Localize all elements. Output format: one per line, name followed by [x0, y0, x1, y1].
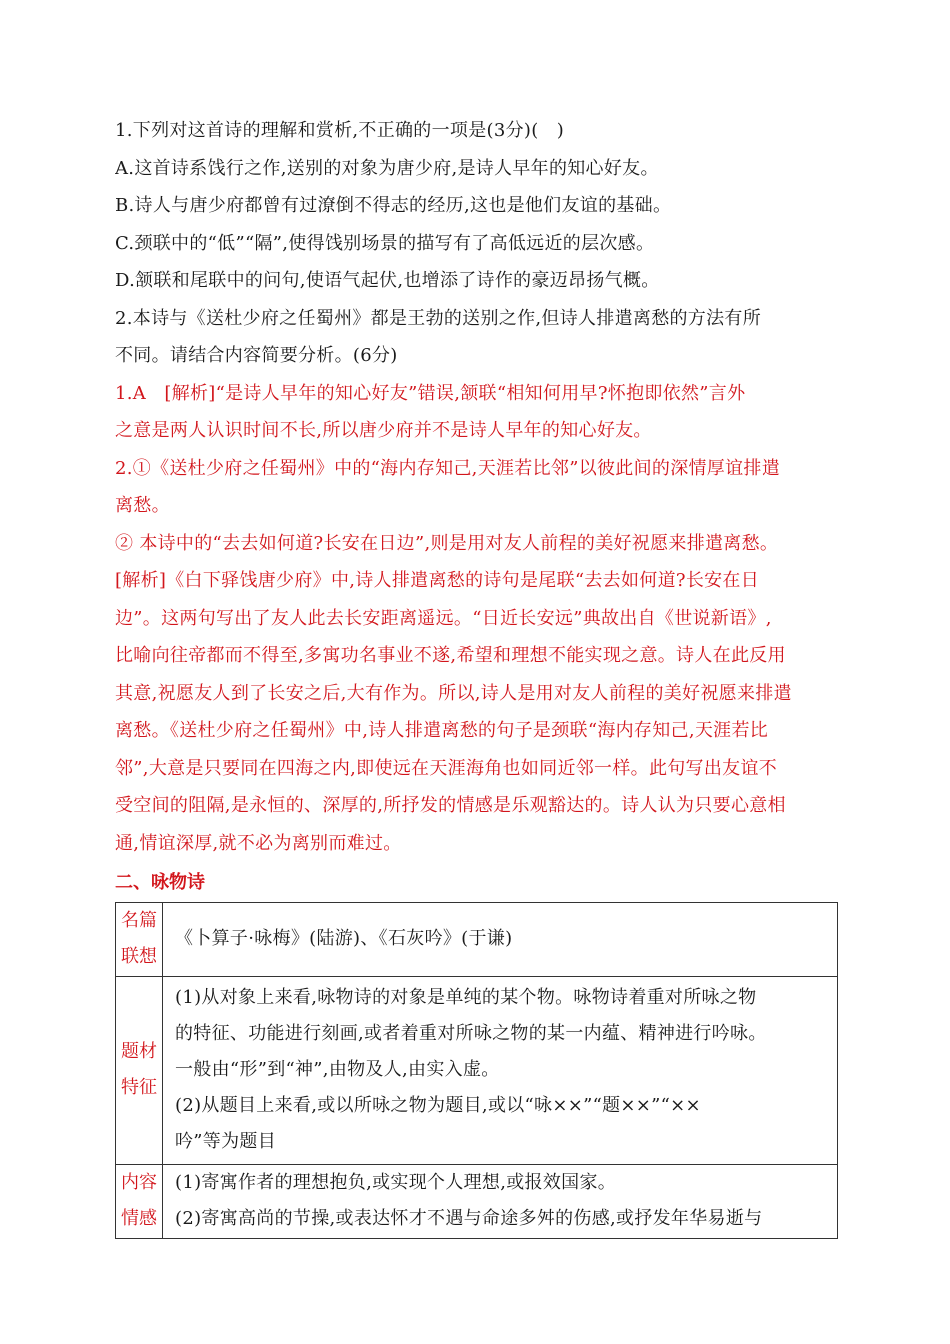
question-2-line: 2.本诗与《送杜少府之任蜀州》都是王勃的送别之作,但诗人排遣离愁的方法有所 — [115, 307, 761, 329]
row-label — [116, 976, 163, 1164]
section-title: 二、咏物诗 — [115, 872, 205, 893]
row-label-line: 特征 — [121, 1077, 157, 1098]
row-label-line: 联想 — [121, 946, 157, 967]
row-content-line: 吟”等为题目 — [175, 1131, 277, 1152]
row-content — [163, 1164, 838, 1238]
answer-2-line: 通,情谊深厚,就不必为离别而难过。 — [115, 832, 402, 854]
row-label-line: 名篇 — [121, 910, 157, 931]
answer-2-line: [解析]《白下驿饯唐少府》中,诗人排遣离愁的诗句是尾联“去去如何道?长安在日 — [115, 570, 760, 591]
answer-2-line: 比喻向往帝都而不得至,多寓功名事业不遂,希望和理想不能实现之意。诗人在此反用 — [115, 645, 786, 666]
answer-2-line: 离愁。 — [115, 495, 170, 516]
row-content-line: (1)从对象上来看,咏物诗的对象是单纯的某个物。咏物诗着重对所咏之物 — [175, 987, 757, 1008]
question-1-option-d: D.颔联和尾联中的问句,使语气起伏,也增添了诗作的豪迈昂扬气概。 — [115, 270, 660, 291]
row-content — [163, 902, 838, 976]
question-2-line: 不同。请结合内容简要分析。(6分) — [115, 345, 398, 366]
question-1-option-b: B.诗人与唐少府都曾有过潦倒不得志的经历,这也是他们友谊的基础。 — [115, 195, 672, 216]
row-content-line: 一般由“形”到“神”,由物及人,由实入虚。 — [175, 1059, 500, 1080]
answer-2-line: 边”。这两句写出了友人此去长安距离遥远。“日近长安远”典故出自《世说新语》, — [115, 607, 772, 629]
answer-1-line: 之意是两人认识时间不长,所以唐少府并不是诗人早年的知心好友。 — [115, 420, 652, 441]
row-content-line: 《卜算子·咏梅》(陆游)、《石灰吟》(于谦) — [175, 928, 513, 949]
content-area — [115, 112, 837, 1239]
row-content-line: (1)寄寓作者的理想抱负,或实现个人理想,或报效国家。 — [175, 1172, 617, 1193]
answer-1-line: 1.A [解析]“是诗人早年的知心好友”错误,颔联“相知何用早?怀抱即依然”言外 — [115, 382, 746, 404]
answer-2-line: 2.①《送杜少府之任蜀州》中的“海内存知己,天涯若比邻”以彼此间的深情厚谊排遣 — [115, 457, 780, 479]
answer-2-line: ② 本诗中的“去去如何道?长安在日边”,则是用对友人前程的美好祝愿来排遣离愁。 — [115, 532, 779, 554]
answer-2-line: 邻”,大意是只要同在四海之内,即使远在天涯海角也如同近邻一样。此句写出友谊不 — [115, 757, 778, 779]
row-label — [116, 902, 163, 976]
question-1-stem: 1.下列对这首诗的理解和赏析,不正确的一项是(3分)( ) — [115, 120, 565, 141]
table-row — [116, 902, 838, 976]
answer-2-line: 受空间的阻隔,是永恒的、深厚的,所抒发的情感是乐观豁达的。诗人认为只要心意相 — [115, 795, 786, 816]
row-content-line: 的特征、功能进行刻画,或者着重对所咏之物的某一内蕴、精神进行吟咏。 — [175, 1023, 767, 1044]
row-content — [163, 976, 838, 1164]
question-1-option-a: A.这首诗系饯行之作,送别的对象为唐少府,是诗人早年的知心好友。 — [115, 157, 659, 179]
table-row — [116, 1164, 838, 1238]
row-content-line: (2)从题目上来看,或以所咏之物为题目,或以“咏××”“题××”“×× — [175, 1095, 701, 1116]
answer-2-line: 其意,祝愿友人到了长安之后,大有作为。所以,诗人是用对友人前程的美好祝愿来排遣 — [115, 682, 792, 704]
question-1-option-c: C.颈联中的“低”“隔”,使得饯别场景的描写有了高低远近的层次感。 — [115, 232, 655, 254]
row-label-line: 题材 — [121, 1041, 157, 1062]
row-label — [116, 1164, 163, 1238]
row-label-line: 情感 — [121, 1208, 157, 1229]
poetry-table — [115, 902, 838, 1239]
table-row — [116, 976, 838, 1164]
row-label-line: 内容 — [121, 1172, 157, 1193]
row-content-line: (2)寄寓高尚的节操,或表达怀才不遇与命途多舛的伤感,或抒发年华易逝与 — [175, 1208, 763, 1229]
answer-2-line: 离愁。《送杜少府之任蜀州》中,诗人排遣离愁的句子是颈联“海内存知己,天涯若比 — [115, 720, 769, 741]
